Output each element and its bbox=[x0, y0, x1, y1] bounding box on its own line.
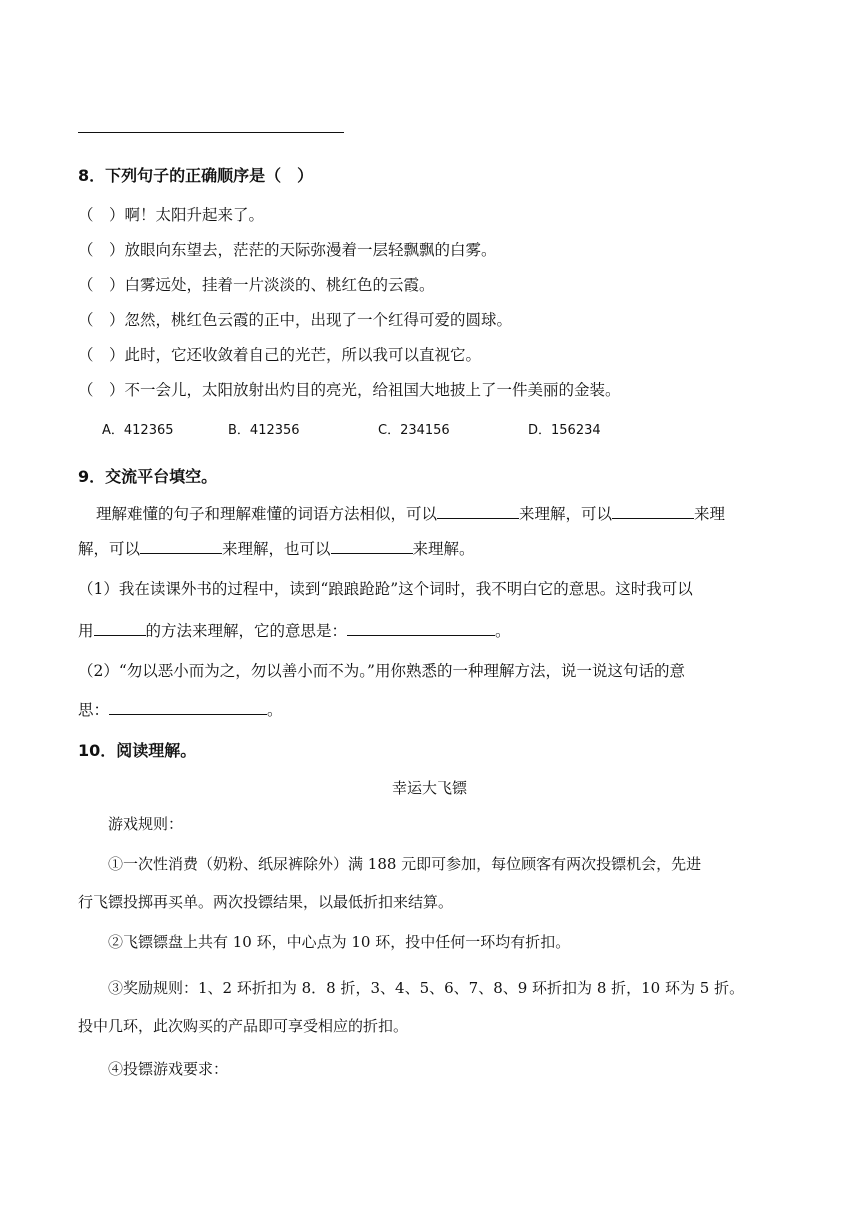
rule-3-line-1: ③奖励规则：1、2 环折扣为 8．8 折，3、4、5、6、7、8、9 环折扣为 8 折，10 环为 5 折。 bbox=[108, 979, 745, 997]
text: 。 bbox=[495, 622, 511, 640]
order-bracket[interactable]: （ ） bbox=[78, 381, 125, 399]
text: 。 bbox=[267, 701, 283, 719]
option-d[interactable]: D．156234 bbox=[528, 423, 601, 438]
q9-sub2-line-1: （2）“勿以恶小而为之，勿以善小而不为。”用你熟悉的一种理解方法，说一说这句话的意 bbox=[78, 662, 685, 680]
rule-3-line-2: 投中几环，此次购买的产品即可享受相应的折扣。 bbox=[78, 1017, 409, 1035]
answer-blank[interactable] bbox=[331, 539, 413, 554]
text: 解，可以 bbox=[78, 540, 141, 558]
q9-sub1-line-2 bbox=[78, 619, 511, 641]
answer-blank[interactable] bbox=[437, 504, 519, 519]
top-answer-line bbox=[78, 132, 344, 133]
question-10-title: 10．阅读理解。 bbox=[78, 741, 197, 760]
sentence-text: 忽然，桃红色云霞的正中，出现了一个红得可爱的圆球。 bbox=[124, 311, 513, 329]
text: 思： bbox=[78, 701, 110, 719]
sentence-row-5 bbox=[78, 343, 481, 365]
text: 的方法来理解，它的意思是： bbox=[145, 622, 348, 640]
sentence-text: 白雾远处，挂着一片淡淡的、桃红色的云霞。 bbox=[124, 276, 435, 294]
sentence-text: 不一会儿，太阳放射出灼目的亮光，给祖国大地披上了一件美丽的金装。 bbox=[124, 381, 621, 399]
option-b[interactable]: B．412356 bbox=[228, 423, 300, 438]
answer-blank[interactable] bbox=[94, 621, 146, 636]
question-8-title: 8．下列句子的正确顺序是（ ） bbox=[78, 166, 314, 185]
article-title: 幸运大飞镖 bbox=[392, 779, 468, 797]
sentence-row-2 bbox=[78, 238, 497, 260]
sentence-text: 此时，它还收敛着自己的光芒，所以我可以直视它。 bbox=[124, 346, 482, 364]
text: 理解难懂的句子和理解难懂的词语方法相似，可以 bbox=[96, 505, 438, 523]
order-bracket[interactable]: （ ） bbox=[78, 346, 125, 364]
text: 来理解。 bbox=[412, 540, 475, 558]
answer-blank[interactable] bbox=[109, 700, 267, 715]
q9-sub2-line-2 bbox=[78, 698, 283, 720]
sentence-row-6 bbox=[78, 378, 621, 400]
sentence-row-4 bbox=[78, 308, 512, 330]
q9-paragraph-line-2 bbox=[78, 537, 475, 559]
question-9-title: 9．交流平台填空。 bbox=[78, 467, 218, 486]
text: 用 bbox=[78, 622, 94, 640]
sentence-text: 放眼向东望去，茫茫的天际弥漫着一层轻飘飘的白雾。 bbox=[124, 241, 497, 259]
answer-blank[interactable] bbox=[140, 539, 222, 554]
answer-blank[interactable] bbox=[347, 621, 495, 636]
text: 来理解，也可以 bbox=[222, 540, 331, 558]
rules-label: 游戏规则： bbox=[108, 815, 184, 833]
order-bracket[interactable]: （ ） bbox=[78, 276, 125, 294]
option-c[interactable]: C．234156 bbox=[378, 423, 450, 438]
text: 来理解，可以 bbox=[519, 505, 613, 523]
q9-paragraph-line-1 bbox=[96, 502, 725, 524]
rule-1-line-1: ①一次性消费（奶粉、纸尿裤除外）满 188 元即可参加，每位顾客有两次投镖机会，先进 bbox=[108, 855, 702, 873]
rule-2: ②飞镖镖盘上共有 10 环，中心点为 10 环，投中任何一环均有折扣。 bbox=[108, 933, 571, 951]
order-bracket[interactable]: （ ） bbox=[78, 241, 125, 259]
q9-sub1-line-1: （1）我在读课外书的过程中，读到“踉踉跄跄”这个词时，我不明白它的意思。这时我可以 bbox=[78, 580, 693, 598]
order-bracket[interactable]: （ ） bbox=[78, 311, 125, 329]
answer-blank[interactable] bbox=[612, 504, 694, 519]
option-a[interactable]: A．412365 bbox=[102, 423, 174, 438]
sentence-row-3 bbox=[78, 273, 435, 295]
sentence-text: 啊！太阳升起来了。 bbox=[124, 206, 265, 224]
rule-1-line-2: 行飞镖投掷再买单。两次投镖结果，以最低折扣来结算。 bbox=[78, 893, 454, 911]
rule-4: ④投镖游戏要求： bbox=[108, 1060, 229, 1078]
text: 来理 bbox=[694, 505, 726, 523]
order-bracket[interactable]: （ ） bbox=[78, 206, 125, 224]
sentence-row-1 bbox=[78, 203, 264, 225]
